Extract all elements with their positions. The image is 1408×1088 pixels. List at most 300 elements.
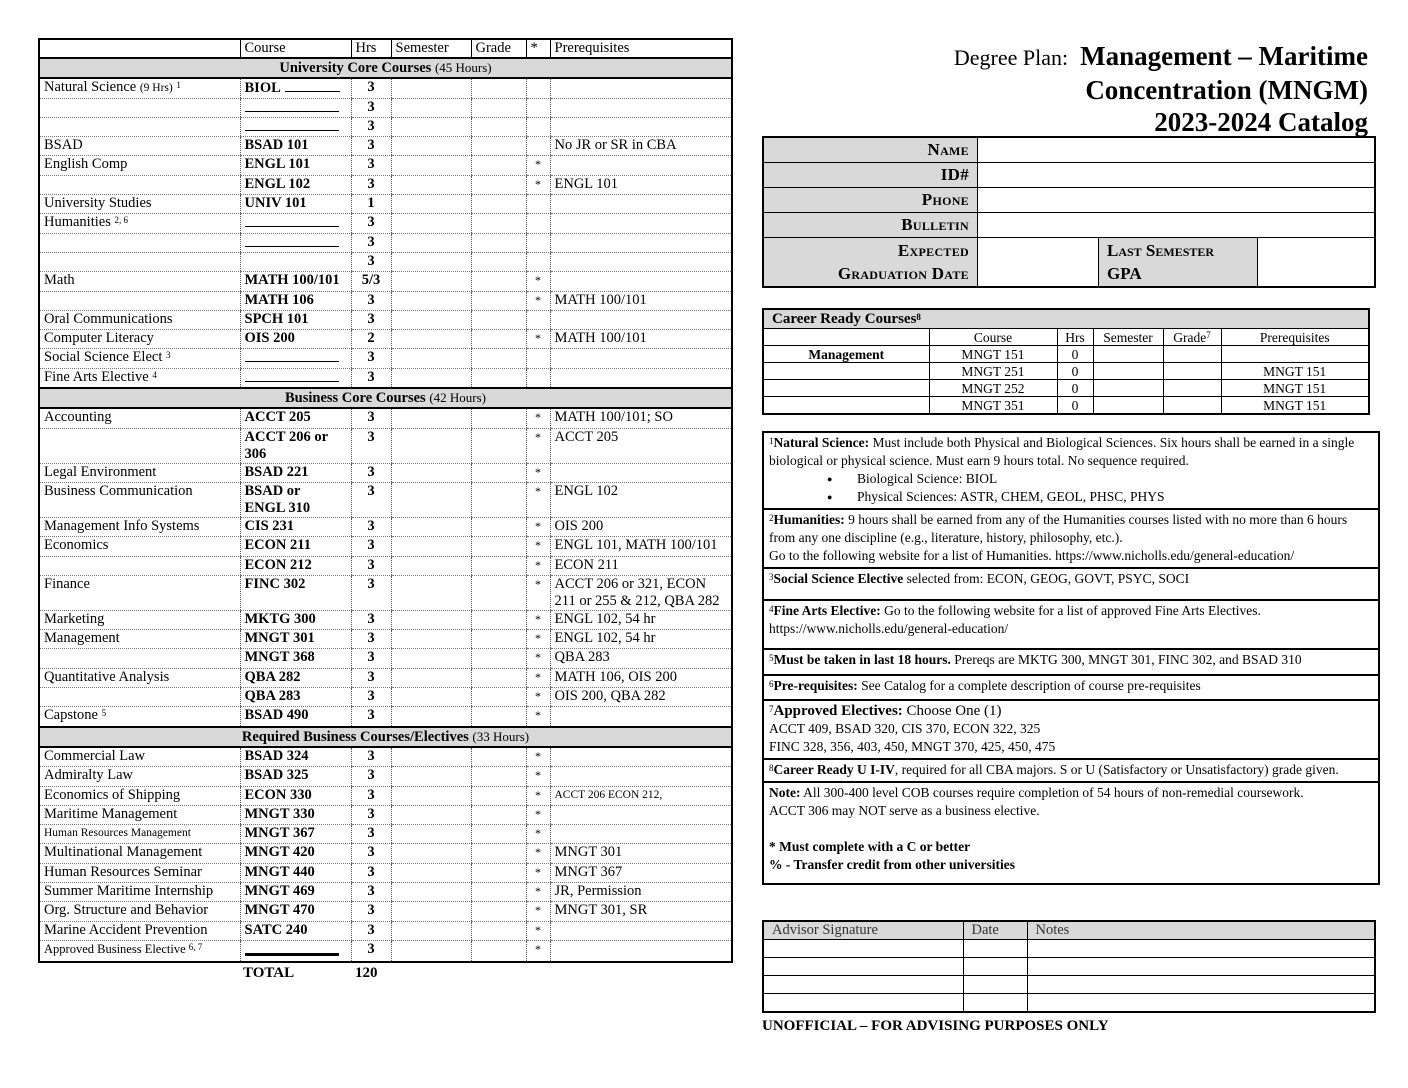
section-hours: (45 Hours) — [434, 60, 492, 75]
semester-cell[interactable] — [391, 747, 471, 767]
course-cell[interactable] — [240, 649, 351, 668]
grade-cell[interactable] — [471, 668, 526, 687]
prereq-text: OIS 200, QBA 282 — [554, 688, 666, 705]
hours-cell: 3 — [351, 252, 391, 271]
semester-cell[interactable] — [391, 688, 471, 707]
footnote-3 — [764, 569, 1378, 601]
table-row — [39, 940, 732, 962]
course-cell[interactable] — [240, 688, 351, 707]
hours-cell: 3 — [351, 825, 391, 844]
footnote-4 — [764, 601, 1378, 650]
career-course: MNGT 351 — [929, 397, 1057, 415]
course-code: SATC 240 — [244, 921, 308, 938]
c-or-better-marker: * — [526, 330, 550, 349]
semester-cell[interactable] — [391, 825, 471, 844]
prereq-text: JR, Permission — [554, 882, 642, 899]
c-or-better-marker: * — [526, 408, 550, 428]
name-field[interactable] — [978, 137, 1376, 163]
grade-cell[interactable] — [471, 330, 526, 349]
gpa-label — [1099, 238, 1258, 288]
requirement-area — [39, 117, 240, 136]
career-grade-cell[interactable] — [1163, 397, 1221, 415]
grade-cell[interactable] — [471, 517, 526, 536]
prerequisites-cell — [550, 368, 732, 388]
grade-cell[interactable] — [471, 428, 526, 463]
table-row — [39, 137, 732, 156]
hours-cell: 3 — [351, 291, 391, 310]
semester-cell[interactable] — [391, 630, 471, 649]
semester-cell[interactable] — [391, 517, 471, 536]
course-cell[interactable] — [240, 902, 351, 921]
semester-cell[interactable] — [391, 482, 471, 517]
course-blank-line[interactable] — [245, 369, 339, 382]
course-cell[interactable] — [240, 330, 351, 349]
prereq-text: ENGL 101, MATH 100/101 — [554, 537, 718, 554]
section-header — [39, 388, 732, 408]
course-cell[interactable] — [240, 463, 351, 482]
semester-cell[interactable] — [391, 902, 471, 921]
advisor-signature-cell[interactable] — [763, 994, 963, 1013]
grade-cell[interactable] — [471, 482, 526, 517]
total-hours: 120 — [355, 965, 378, 981]
semester-cell[interactable] — [391, 668, 471, 687]
grad-label-line-1: Expected — [897, 241, 969, 260]
footnote-ref: 6, 7 — [188, 941, 203, 952]
course-cell[interactable] — [240, 233, 351, 252]
grade-cell[interactable] — [471, 156, 526, 175]
table-row — [39, 272, 732, 291]
phone-label: Phone — [763, 188, 978, 213]
note-title: Note: — [769, 785, 801, 800]
grade-cell[interactable] — [471, 844, 526, 863]
course-code: MATH 106 — [244, 291, 314, 308]
advisor-notes-cell[interactable] — [1027, 958, 1375, 976]
career-ready-caption — [763, 309, 1369, 329]
semester-cell[interactable] — [391, 537, 471, 556]
grade-cell[interactable] — [471, 272, 526, 291]
course-cell[interactable] — [240, 556, 351, 575]
hours-cell: 3 — [351, 630, 391, 649]
course-code: ECON 330 — [244, 786, 312, 803]
hours-cell: 3 — [351, 767, 391, 786]
footnote-text: 9 hours shall be earned from any of the Humanities courses listed with no more than 6 hours from any one discipline (e.g., literature, history, philosophy, etc.). — [769, 512, 1348, 545]
c-or-better-marker: * — [526, 940, 550, 962]
course-cell[interactable] — [240, 940, 351, 962]
course-cell[interactable] — [240, 747, 351, 767]
requirement-area — [39, 349, 240, 368]
semester-cell[interactable] — [391, 844, 471, 863]
career-ready-title: Career Ready Courses — [772, 310, 917, 327]
course-cell[interactable] — [240, 882, 351, 901]
course-plan-table — [38, 38, 733, 963]
career-grade-cell[interactable] — [1163, 380, 1221, 397]
grade-cell[interactable] — [471, 117, 526, 136]
course-cell[interactable] — [240, 707, 351, 727]
hours-cell: 3 — [351, 940, 391, 962]
course-cell[interactable] — [240, 175, 351, 194]
grade-cell[interactable] — [471, 310, 526, 329]
semester-cell[interactable] — [391, 556, 471, 575]
hours-cell: 3 — [351, 688, 391, 707]
advisor-header-row — [763, 921, 1375, 940]
course-blank-line[interactable] — [285, 79, 340, 92]
course-cell[interactable] — [240, 517, 351, 536]
grade-cell[interactable] — [471, 214, 526, 233]
grade-cell[interactable] — [471, 368, 526, 388]
career-semester-cell[interactable] — [1093, 380, 1163, 397]
grade-cell[interactable] — [471, 98, 526, 117]
hours-cell: 2 — [351, 330, 391, 349]
course-cell[interactable] — [240, 630, 351, 649]
advisor-notes-cell[interactable] — [1027, 994, 1375, 1013]
course-code: UNIV 101 — [244, 195, 307, 212]
course-cell[interactable] — [240, 310, 351, 329]
grade-cell[interactable] — [471, 747, 526, 767]
course-cell[interactable] — [240, 272, 351, 291]
hours-cell: 3 — [351, 233, 391, 252]
course-cell[interactable] — [240, 117, 351, 136]
course-cell[interactable] — [240, 428, 351, 463]
grade-cell[interactable] — [471, 252, 526, 271]
hours-cell: 3 — [351, 786, 391, 805]
course-cell[interactable] — [240, 610, 351, 629]
prerequisites-cell — [550, 272, 732, 291]
c-or-better-marker — [526, 349, 550, 368]
grade-cell[interactable] — [471, 78, 526, 98]
semester-cell[interactable] — [391, 117, 471, 136]
course-blank-line[interactable] — [245, 214, 339, 227]
career-header-grade — [1163, 329, 1221, 346]
prerequisites-cell — [550, 940, 732, 962]
grade-cell[interactable] — [471, 556, 526, 575]
course-code: OIS 200 — [244, 330, 295, 347]
course-code: QBA 283 — [244, 688, 301, 705]
id-label: ID# — [763, 163, 978, 188]
semester-cell[interactable] — [391, 940, 471, 962]
requirement-area — [39, 175, 240, 194]
hours-cell: 3 — [351, 921, 391, 940]
c-or-better-marker — [526, 137, 550, 156]
id-field[interactable] — [978, 163, 1376, 188]
career-grade-cell[interactable] — [1163, 363, 1221, 380]
semester-cell[interactable] — [391, 463, 471, 482]
c-or-better-marker: * — [526, 786, 550, 805]
c-or-better-marker — [526, 233, 550, 252]
course-code-cont: 306 — [244, 445, 267, 462]
course-code: BIOL — [244, 80, 281, 97]
table-row — [39, 98, 732, 117]
bulletin-field[interactable] — [978, 213, 1376, 238]
prerequisites-cell — [550, 786, 732, 805]
semester-cell[interactable] — [391, 291, 471, 310]
grade-cell[interactable] — [471, 463, 526, 482]
footnote-text: Prereqs are MKTG 300, MNGT 301, FINC 302, and BSAD 310 — [950, 652, 1302, 667]
area-label: Computer Literacy — [44, 330, 154, 347]
grad-date-field[interactable] — [978, 238, 1099, 288]
footnote-1 — [764, 433, 1378, 510]
title-line-3: 2023-2024 Catalog — [1154, 107, 1368, 137]
semester-cell[interactable] — [391, 252, 471, 271]
grade-cell[interactable] — [471, 707, 526, 727]
gpa-field[interactable] — [1258, 238, 1376, 288]
semester-cell[interactable] — [391, 575, 471, 610]
grade-cell[interactable] — [471, 408, 526, 428]
semester-cell[interactable] — [391, 78, 471, 98]
semester-cell[interactable] — [391, 310, 471, 329]
career-semester-cell[interactable] — [1093, 397, 1163, 415]
hours-cell: 3 — [351, 575, 391, 610]
c-or-better-marker — [526, 78, 550, 98]
requirement-area — [39, 463, 240, 482]
course-cell[interactable] — [240, 767, 351, 786]
semester-cell[interactable] — [391, 272, 471, 291]
c-or-better-marker: * — [526, 463, 550, 482]
footnote-text: , required for all CBA majors. S or U (Satisfactory or Unsatisfactory) grade given. — [894, 762, 1339, 777]
semester-cell[interactable] — [391, 233, 471, 252]
prerequisites-cell — [550, 195, 732, 214]
prerequisites-cell — [550, 233, 732, 252]
requirement-area — [39, 575, 240, 610]
semester-cell[interactable] — [391, 330, 471, 349]
c-or-better-marker: * — [526, 482, 550, 517]
career-semester-cell[interactable] — [1093, 363, 1163, 380]
requirement-area — [39, 330, 240, 349]
footnote-6 — [764, 676, 1378, 701]
course-cell[interactable] — [240, 349, 351, 368]
course-code: BSAD 325 — [244, 767, 309, 784]
prereq-text: ACCT 206 ECON 212, — [554, 788, 663, 801]
course-code: MATH 100/101 — [244, 272, 340, 289]
student-info-form — [762, 136, 1376, 288]
career-row — [763, 397, 1369, 415]
grade-cell[interactable] — [471, 902, 526, 921]
advisor-date-cell[interactable] — [963, 940, 1027, 958]
note-text: All 300-400 level COB courses require completion of 54 hours of non-remedial coursework. — [800, 785, 1304, 800]
career-grade-cell[interactable] — [1163, 346, 1221, 363]
c-or-better-marker: * — [526, 882, 550, 901]
table-row — [39, 368, 732, 388]
grade-cell[interactable] — [471, 175, 526, 194]
course-cell[interactable] — [240, 537, 351, 556]
footnotes-box — [762, 431, 1380, 885]
c-or-better-marker: * — [526, 844, 550, 863]
grade-cell[interactable] — [471, 882, 526, 901]
course-cell[interactable] — [240, 195, 351, 214]
footnote-ref: 1 — [176, 80, 181, 91]
grade-cell[interactable] — [471, 349, 526, 368]
grade-cell[interactable] — [471, 921, 526, 940]
grade-cell[interactable] — [471, 630, 526, 649]
semester-cell[interactable] — [391, 767, 471, 786]
area-hours-note: (9 Hrs) — [139, 82, 173, 95]
course-cell[interactable] — [240, 137, 351, 156]
general-note — [764, 783, 1378, 883]
prerequisites-cell — [550, 156, 732, 175]
requirement-area — [39, 863, 240, 882]
advisor-date-cell[interactable] — [963, 976, 1027, 994]
footnote-7 — [764, 701, 1378, 760]
course-blank-line[interactable] — [245, 234, 339, 247]
course-cell[interactable] — [240, 252, 351, 271]
course-cell[interactable] — [240, 98, 351, 117]
hours-cell: 3 — [351, 882, 391, 901]
career-course: MNGT 151 — [929, 346, 1057, 363]
semester-cell[interactable] — [391, 921, 471, 940]
course-cell[interactable] — [240, 825, 351, 844]
unofficial-disclaimer: UNOFFICIAL – FOR ADVISING PURPOSES ONLY — [762, 1018, 1109, 1034]
requirement-area — [39, 610, 240, 629]
area-label: Capstone — [44, 707, 98, 724]
course-cell[interactable] — [240, 368, 351, 388]
course-cell[interactable] — [240, 291, 351, 310]
course-code: BSAD 324 — [244, 747, 309, 764]
prerequisites-cell — [550, 349, 732, 368]
area-label: Accounting — [44, 409, 112, 426]
table-row — [39, 805, 732, 824]
course-cell[interactable] — [240, 482, 351, 517]
c-or-better-marker: * — [526, 805, 550, 824]
semester-cell[interactable] — [391, 156, 471, 175]
table-row — [39, 844, 732, 863]
table-row — [39, 610, 732, 629]
semester-cell[interactable] — [391, 649, 471, 668]
footnote-title: Approved Electives: — [773, 703, 903, 719]
course-code: MKTG 300 — [244, 610, 316, 627]
course-cell[interactable] — [240, 786, 351, 805]
grade-cell[interactable] — [471, 137, 526, 156]
requirement-area — [39, 252, 240, 271]
advisor-date-cell[interactable] — [963, 958, 1027, 976]
footnote-line: ACCT 409, BSAD 320, CIS 370, ECON 322, 325 — [769, 721, 1041, 736]
course-cell[interactable] — [240, 668, 351, 687]
semester-cell[interactable] — [391, 195, 471, 214]
advisor-date-cell[interactable] — [963, 994, 1027, 1013]
semester-cell[interactable] — [391, 368, 471, 388]
c-or-better-marker: * — [526, 707, 550, 727]
area-label: Commercial Law — [44, 747, 146, 764]
advisor-signature-cell[interactable] — [763, 958, 963, 976]
semester-cell[interactable] — [391, 428, 471, 463]
semester-cell[interactable] — [391, 349, 471, 368]
course-cell[interactable] — [240, 214, 351, 233]
grade-cell[interactable] — [471, 537, 526, 556]
grade-cell[interactable] — [471, 767, 526, 786]
course-code: MNGT 367 — [244, 825, 315, 842]
course-cell[interactable] — [240, 921, 351, 940]
prerequisites-cell — [550, 98, 732, 117]
semester-cell[interactable] — [391, 805, 471, 824]
hours-cell: 3 — [351, 368, 391, 388]
hours-cell: 3 — [351, 537, 391, 556]
semester-cell[interactable] — [391, 214, 471, 233]
requirement-area — [39, 408, 240, 428]
requirement-area — [39, 882, 240, 901]
career-semester-cell[interactable] — [1093, 346, 1163, 363]
table-row — [39, 330, 732, 349]
footnote-ref: 3 — [166, 350, 171, 361]
course-code: MNGT 469 — [244, 882, 315, 899]
footnote-ref: 8 — [916, 311, 921, 322]
c-or-better-marker: * — [526, 272, 550, 291]
career-prereq: MNGT 151 — [1221, 380, 1369, 397]
grade-cell[interactable] — [471, 940, 526, 962]
grade-cell[interactable] — [471, 610, 526, 629]
semester-cell[interactable] — [391, 786, 471, 805]
grade-cell[interactable] — [471, 233, 526, 252]
grade-cell[interactable] — [471, 863, 526, 882]
header-course: Course — [240, 39, 351, 58]
grade-cell[interactable] — [471, 825, 526, 844]
grade-cell[interactable] — [471, 805, 526, 824]
grade-cell[interactable] — [471, 575, 526, 610]
semester-cell[interactable] — [391, 882, 471, 901]
table-row — [39, 482, 732, 517]
career-row — [763, 363, 1369, 380]
grade-cell[interactable] — [471, 195, 526, 214]
course-blank-line[interactable] — [245, 118, 339, 131]
career-ready-table — [762, 308, 1370, 415]
course-cell[interactable] — [240, 805, 351, 824]
semester-cell[interactable] — [391, 98, 471, 117]
course-code: MNGT 301 — [244, 630, 315, 647]
course-blank-line[interactable] — [245, 349, 339, 362]
requirement-area — [39, 368, 240, 388]
grade-cell[interactable] — [471, 786, 526, 805]
footnote-title: Social Science Elective — [773, 571, 904, 586]
table-row — [39, 310, 732, 329]
course-cell[interactable] — [240, 408, 351, 428]
phone-field[interactable] — [978, 188, 1376, 213]
area-label: Oral Communications — [44, 310, 173, 327]
advisor-notes-cell[interactable] — [1027, 940, 1375, 958]
footnote-title: Must be taken in last 18 hours. — [773, 652, 951, 667]
requirement-area — [39, 688, 240, 707]
table-row — [39, 195, 732, 214]
table-row — [39, 630, 732, 649]
header-prerequisites: Prerequisites — [550, 39, 732, 58]
career-hrs: 0 — [1057, 363, 1093, 380]
c-or-better-marker — [526, 195, 550, 214]
semester-cell[interactable] — [391, 137, 471, 156]
course-cell[interactable] — [240, 863, 351, 882]
advisor-signature-cell[interactable] — [763, 940, 963, 958]
semester-cell[interactable] — [391, 610, 471, 629]
advisor-signature-cell[interactable] — [763, 976, 963, 994]
grade-cell[interactable] — [471, 688, 526, 707]
hours-cell: 3 — [351, 649, 391, 668]
semester-cell[interactable] — [391, 408, 471, 428]
semester-cell[interactable] — [391, 863, 471, 882]
grade-cell[interactable] — [471, 291, 526, 310]
prerequisites-cell — [550, 649, 732, 668]
semester-cell[interactable] — [391, 707, 471, 727]
course-cell[interactable] — [240, 844, 351, 863]
advisor-notes-cell[interactable] — [1027, 976, 1375, 994]
course-cell[interactable] — [240, 78, 351, 98]
table-row — [39, 575, 732, 610]
table-row — [39, 707, 732, 727]
course-blank-line[interactable] — [245, 941, 339, 956]
prereq-text: ACCT 206 or 321, ECON — [554, 575, 707, 592]
course-blank-line[interactable] — [245, 99, 339, 112]
requirement-area — [39, 630, 240, 649]
course-cell[interactable] — [240, 156, 351, 175]
area-label: Admiralty Law — [44, 767, 133, 784]
semester-cell[interactable] — [391, 175, 471, 194]
grade-cell[interactable] — [471, 649, 526, 668]
course-cell[interactable] — [240, 575, 351, 610]
area-label: English Comp — [44, 156, 128, 173]
